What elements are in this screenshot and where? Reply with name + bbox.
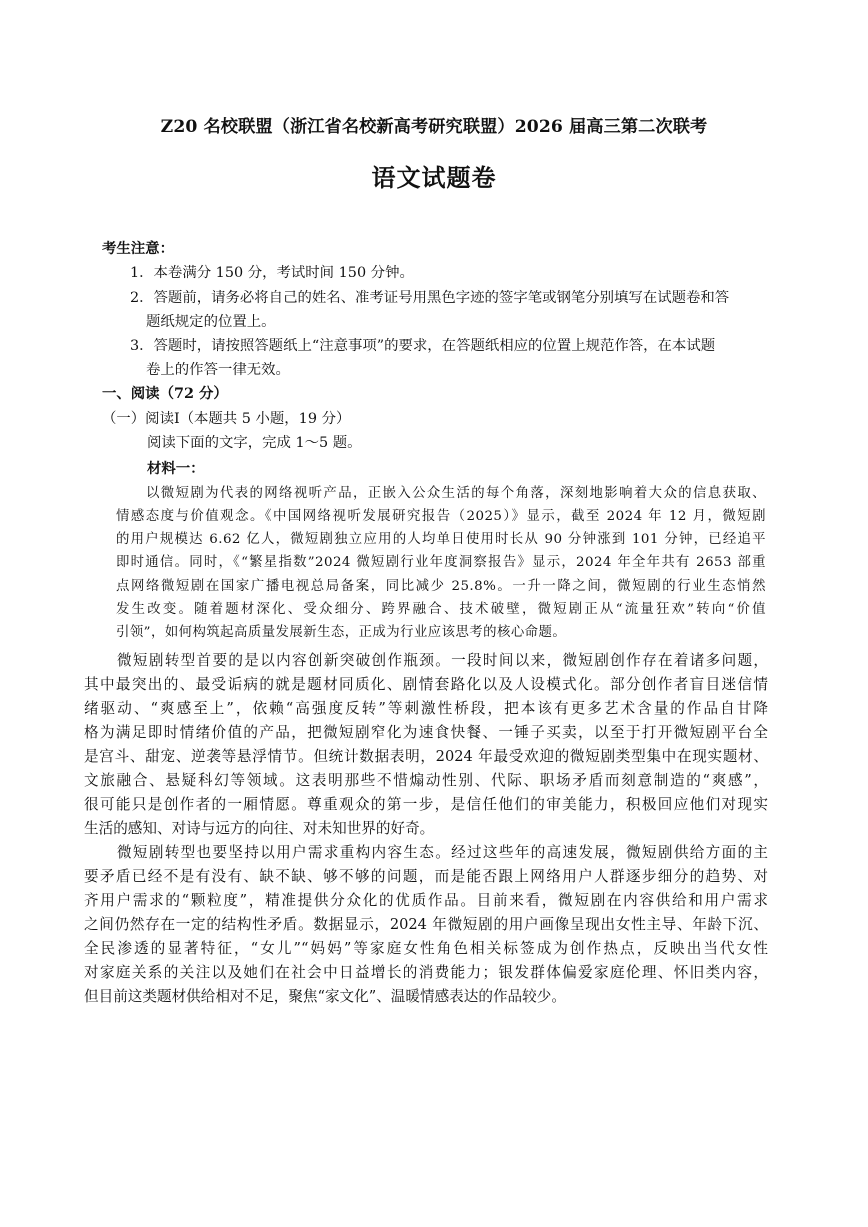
paragraph-line: 文旅融合、悬疑科幻等领域。这表明那些不惜煽动性别、代际、职场矛盾而刻意制造的“爽感”， (84, 772, 768, 789)
paragraph-line: 引领”，如何构筑起高质量发展新生态，正成为行业应该思考的核心命题。 (116, 625, 567, 640)
paper-subtitle: 语文试题卷 (371, 163, 497, 192)
paragraph-line: 全民渗透的显著特征，“女儿”“妈妈”等家庭女性角色相关标签成为创作热点，反映出当代女性 (84, 940, 768, 957)
paragraph-line: 微短剧转型也要坚持以用户需求重构内容生态。经过这些年的高速发展，微短剧供给方面的主 (117, 844, 768, 861)
notice-item: 2．答题前，请务必将自己的姓名、准考证号用黑色字迹的签字笔或钢笔分别填写在试题卷和答 (130, 290, 730, 306)
notice-item: 3．答题时，请按照答题纸上“注意事项”的要求，在答题纸相应的位置上规范作答，在本试题 (130, 338, 716, 354)
section-heading: 一、阅读（72 分） (102, 385, 228, 402)
paragraph-line: 情感态度与价值观念。《中国网络视听发展研究报告（2025）》显示，截至 2024 年 12 月，微短剧 (116, 509, 766, 524)
paragraph-line: 即时通信。同时，《“繁星指数”2024 微短剧行业年度洞察报告》显示，2024 年全年共有 2653 部重 (116, 555, 766, 570)
notice-item: 题纸规定的位置上。 (146, 314, 276, 330)
paragraph-line: 齐用户需求的“颗粒度”，精准提供分众化的优质作品。目前来看，微短剧在内容供给和用户需求 (84, 892, 768, 909)
sub-section-heading: （一）阅读Ⅰ（本题共 5 小题，19 分） (102, 411, 351, 427)
paragraph-line: 对家庭关系的关注以及她们在社会中日益增长的消费能力；银发群体偏爱家庭伦理、怀旧类内容， (84, 964, 768, 981)
paragraph-line: 其中最突出的、最受诟病的就是题材同质化、剧情套路化以及人设模式化。部分创作者盲目迷信情 (84, 676, 768, 693)
paragraph-line: 发生改变。随着题材深化、受众细分、跨界融合、技术破壁，微短剧正从“流量狂欢”转向“价值 (116, 602, 766, 617)
notice-item: 1．本卷满分 150 分，考试时间 150 分钟。 (130, 265, 414, 281)
paragraph-line: 很可能只是创作者的一厢情愿。尊重观众的第一步，是信任他们的审美能力，积极回应他们对现实 (84, 796, 768, 813)
paragraph-line: 以微短剧为代表的网络视听产品，正嵌入公众生活的每个角落，深刻地影响着大众的信息获取、 (146, 486, 766, 501)
paragraph-line: 是宫斗、甜宠、逆袭等悬浮情节。但统计数据表明，2024 年最受欢迎的微短剧类型集中在现实题材、 (84, 748, 768, 765)
paragraph-line: 微短剧转型首要的是以内容创新突破创作瓶颈。一段时间以来，微短剧创作存在着诸多问题， (117, 652, 768, 669)
paragraph-line: 格为满足即时情绪价值的产品，把微短剧窄化为速食快餐、一锤子买卖，以至于打开微短剧平台全 (84, 724, 768, 741)
paragraph-line: 但目前这类题材供给相对不足，聚焦“家文化”、温暖情感表达的作品较少。 (84, 988, 566, 1005)
reading-instruction: 阅读下面的文字，完成 1～5 题。 (147, 435, 362, 451)
paragraph-line: 绪驱动、“爽感至上”，依赖“高强度反转”等刺激性桥段，把本该有更多艺术含量的作品自甘降 (84, 700, 768, 717)
paragraph-line: 点网络微短剧在国家广播电视总局备案，同比减少 25.8%。一升一降之间，微短剧的行业生态悄然 (116, 579, 766, 594)
material-label: 材料一： (147, 460, 205, 477)
notice-item: 卷上的作答一律无效。 (146, 362, 290, 378)
paragraph-line: 之间仍然存在一定的结构性矛盾。数据显示，2024 年微短剧的用户画像呈现出女性主导、年龄下沉、 (84, 916, 768, 933)
paragraph-line: 的用户规模达 6.62 亿人，微短剧独立应用的人均单日使用时长从 90 分钟涨到 101 分钟，已经追平 (116, 532, 766, 547)
exam-title: Z20 名校联盟（浙江省名校新高考研究联盟）2026 届高三第二次联考 (160, 117, 708, 137)
paragraph-line: 生活的感知、对诗与远方的向往、对未知世界的好奇。 (84, 820, 435, 837)
paragraph-line: 要矛盾已经不是有没有、缺不缺、够不够的问题，而是能否跟上网络用户人群逐步细分的趋势、对 (84, 868, 768, 885)
notice-heading: 考生注意： (102, 240, 174, 257)
